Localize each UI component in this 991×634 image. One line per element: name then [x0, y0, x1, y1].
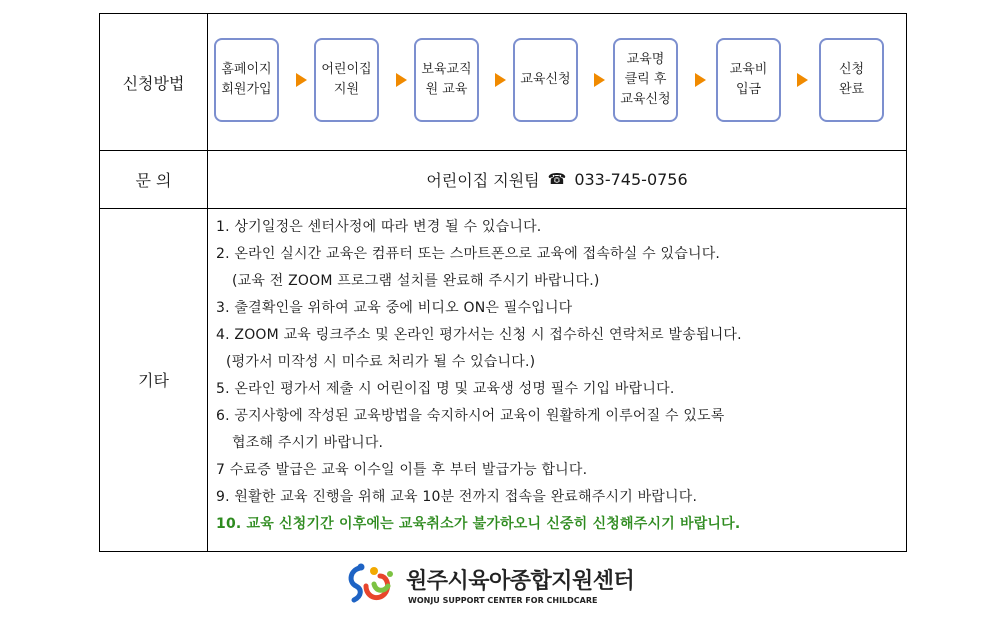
process-flow	[208, 14, 906, 150]
arrow-right-icon	[797, 73, 808, 87]
step-pay-fee: 교육비 입금	[716, 38, 781, 122]
step-complete: 신청 완료	[819, 38, 884, 122]
step-teacher-education: 보육교직 원 교육	[414, 38, 479, 122]
contact-team: 어린이집 지원팀	[426, 170, 540, 190]
contact-info	[208, 150, 906, 208]
note-item: 6. 공지사항에 작성된 교육방법을 숙지하시어 교육이 원활하게 이루어질 수 있도록	[216, 408, 725, 424]
step-signup: 홈페이지 회원가입	[214, 38, 279, 122]
note-item: 9. 원활한 교육 진행을 위해 교육 10분 전까지 접속을 완료해주시기 바랍니다.	[216, 489, 698, 505]
note-item: 5. 온라인 평가서 제출 시 어린이집 명 및 교육생 성명 필수 기입 바랍니다.	[216, 381, 675, 397]
logo-name-english: WONJU SUPPORT CENTER FOR CHILDCARE	[408, 596, 598, 605]
contact-label: 문 의	[100, 150, 208, 208]
logo-mark-icon	[346, 562, 398, 608]
step-daycare-support: 어린이집 지원	[314, 38, 379, 122]
arrow-right-icon	[695, 73, 706, 87]
application-method-label: 신청방법	[100, 14, 208, 150]
arrow-right-icon	[296, 73, 307, 87]
note-item: (교육 전 ZOOM 프로그램 설치를 완료해 주시기 바랍니다.)	[232, 273, 600, 289]
note-item: 협조해 주시기 바랍니다.	[232, 435, 384, 451]
step-click-course: 교육명 클릭 후 교육신청	[613, 38, 678, 122]
contact-row	[100, 150, 906, 209]
note-item: 2. 온라인 실시간 교육은 컴퓨터 또는 스마트폰으로 교육에 접속하실 수 있습니다.	[216, 246, 721, 262]
contact-phone: 033-745-0756	[574, 169, 688, 189]
application-method-row	[100, 14, 906, 151]
arrow-right-icon	[396, 73, 407, 87]
note-item: 3. 출결확인을 위하여 교육 중에 비디오 ON은 필수입니다	[216, 300, 573, 316]
etc-label: 기타	[100, 208, 208, 551]
etc-row	[100, 208, 906, 551]
logo-name-korean: 원주시육아종합지원센터	[406, 569, 635, 594]
note-item: (평가서 미작성 시 미수료 처리가 될 수 있습니다.)	[226, 354, 536, 370]
info-table	[99, 13, 907, 552]
note-item: 1. 상기일정은 센터사정에 따라 변경 될 수 있습니다.	[216, 219, 542, 235]
phone-icon: ☎	[547, 170, 567, 188]
note-item: 7 수료증 발급은 교육 이수일 이틀 후 부터 발급가능 합니다.	[216, 462, 588, 478]
center-logo	[346, 560, 635, 610]
step-apply-education: 교육신청	[513, 38, 578, 122]
note-item-highlight: 10. 교육 신청기간 이후에는 교육취소가 불가하오니 신중히 신청해주시기 바랍니다.	[216, 516, 741, 532]
arrow-right-icon	[594, 73, 605, 87]
arrow-right-icon	[495, 73, 506, 87]
notes-list	[216, 214, 902, 538]
note-item: 4. ZOOM 교육 링크주소 및 온라인 평가서는 신청 시 접수하신 연락처로 발송됩니다.	[216, 327, 742, 343]
